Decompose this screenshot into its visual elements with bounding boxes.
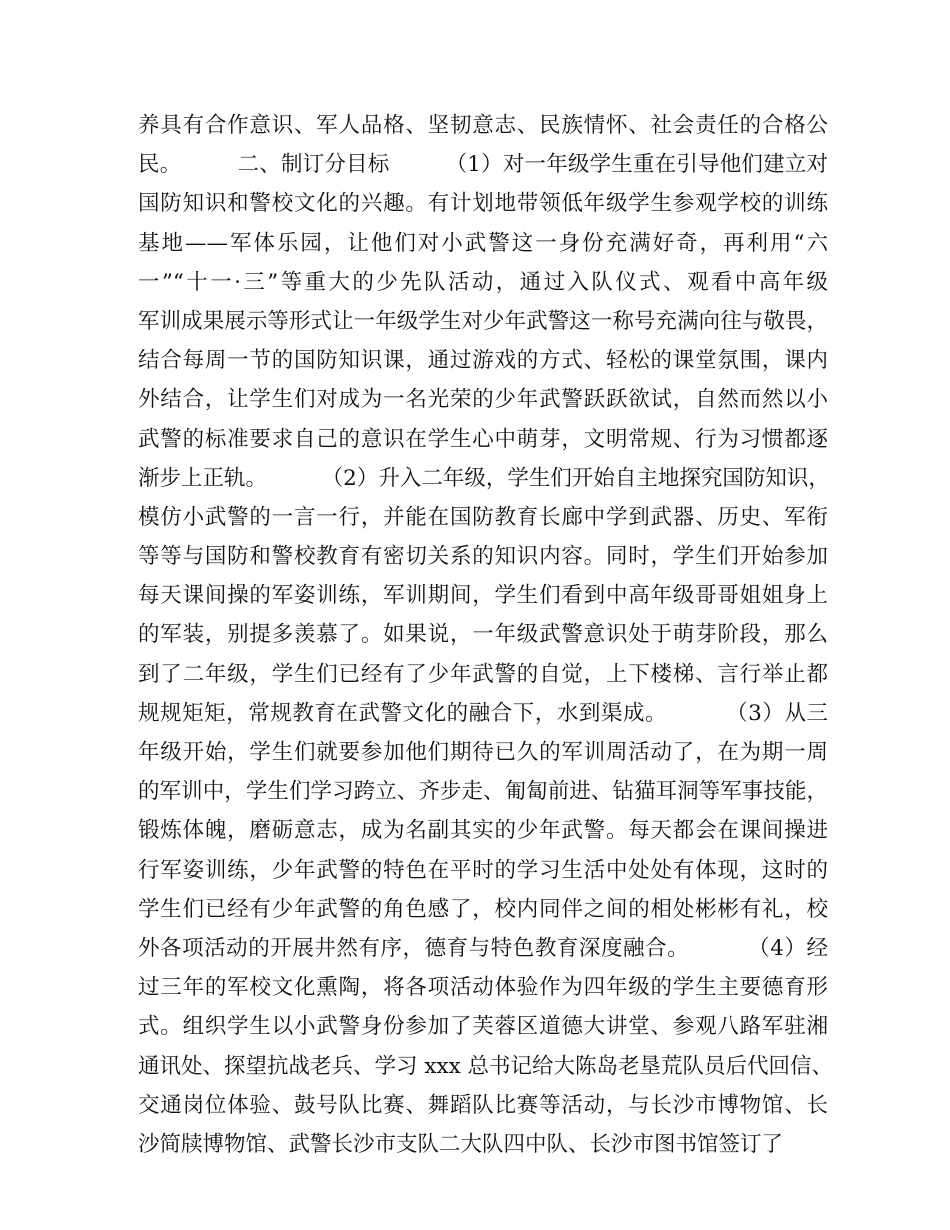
text-line-3: 国防知识和警校文化的兴趣。有计划地带领低年级学生参观学校的训练: [138, 191, 828, 217]
text-line-6: 军训成果展示等形式让一年级学生对少年武警这一称号充满向往与敬畏，: [138, 308, 828, 334]
text-line-24: 式。组织学生以小武警身份参加了芙蓉区道德大讲堂、参观八路军驻湘: [138, 1014, 828, 1040]
text-line-4: 基地——军体乐园，让他们对小武警这一身份充满好奇，再利用“六: [138, 230, 828, 256]
text-line-22: 外各项活动的开展井然有序，德育与特色教育深度融合。 （4）经: [138, 935, 828, 961]
text-line-10: 渐步上正轨。 （2）升入二年级，学生们开始自主地探究国防知识，: [138, 465, 830, 491]
text-line-1: 养具有合作意识、军人品格、坚韧意志、民族情怀、社会责任的合格公: [138, 113, 828, 138]
text-line-15: 到了二年级，学生们已经有了少年武警的自觉，上下楼梯、言行举止都: [138, 661, 828, 687]
text-line-7: 结合每周一节的国防知识课，通过游戏的方式、轻松的课堂氛围，课内: [138, 348, 828, 374]
body-text: [138, 106, 834, 1164]
text-line-18: 的军训中，学生们学习跨立、齐步走、匍匐前进、钻猫耳洞等军事技能，: [138, 779, 828, 805]
text-line-12: 等等与国防和警校教育有密切关系的知识内容。同时，学生们开始参加: [138, 544, 828, 570]
text-line-13: 每天课间操的军姿训练，军训期间，学生们看到中高年级哥哥姐姐身上: [138, 583, 828, 609]
text-line-11: 模仿小武警的一言一行，并能在国防教育长廊中学到武器、历史、军衔: [138, 504, 828, 530]
text-line-2: 民。 二、制订分目标 （1）对一年级学生重在引导他们建立对: [138, 152, 828, 178]
text-line-5: 一”“十一·三”等重大的少先队活动，通过入队仪式、观看中高年级: [138, 269, 828, 295]
text-line-19: 锻炼体魄，磨砺意志，成为名副其实的少年武警。每天都会在课间操进: [138, 818, 828, 844]
text-line-8: 外结合，让学生们对成为一名光荣的少年武警跃跃欲试，自然而然以小: [138, 387, 828, 413]
text-line-23: 过三年的军校文化熏陶，将各项活动体验作为四年级的学生主要德育形: [138, 975, 828, 1001]
text-line-14: 的军装，别提多羡慕了。如果说，一年级武警意识处于萌芽阶段，那么: [138, 622, 828, 648]
text-line-9: 武警的标准要求自己的意识在学生心中萌芽，文明常规、行为习惯都逐: [138, 426, 828, 452]
text-line-27: 沙简牍博物馆、武警长沙市支队二大队四中队、长沙市图书馆签订了: [138, 1131, 784, 1157]
text-line-20: 行军姿训练，少年武警的特色在平时的学习生活中处处有体现，这时的: [138, 857, 828, 883]
text-line-25: 通讯处、探望抗战老兵、学习 xxx 总书记给大陈岛老垦荒队员后代回信、: [138, 1053, 834, 1079]
text-line-21: 学生们已经有少年武警的角色感了，校内同伴之间的相处彬彬有礼，校: [138, 896, 828, 922]
text-line-17: 年级开始，学生们就要参加他们期待已久的军训周活动了，在为期一周: [138, 740, 828, 765]
text-line-26: 交通岗位体验、鼓号队比赛、舞蹈队比赛等活动，与长沙市博物馆、长: [138, 1092, 828, 1118]
text-line-16: 规规矩矩，常规教育在武警文化的融合下，水到渠成。 （3）从三: [138, 700, 828, 726]
